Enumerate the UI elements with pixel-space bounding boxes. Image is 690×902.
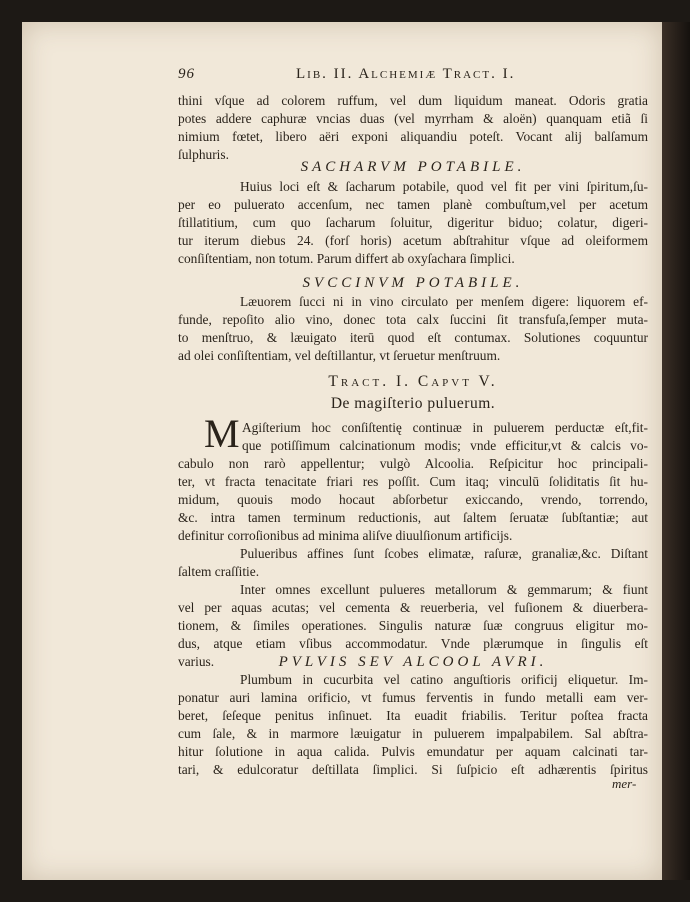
text-line: Inter omnes excellunt pulueres metallorum & gemmarum; & fiunt [240, 582, 648, 597]
text-line: ad olei conſiſtentiam, vel deſtillantur, vt ſeruetur menſtruum. [178, 348, 501, 363]
paragraph-sacharum [178, 178, 648, 268]
text-line: beret, ſeſeque penitus inſinuet. Ita euadit friabilis. Teritur poſtea fracta [178, 708, 648, 723]
paragraph-pulvis-auri [178, 671, 648, 779]
book-spine [662, 22, 690, 880]
chapter-heading: Tract. I. Capvt V. [328, 373, 498, 390]
text-line: Læuorem ſucci ni in vino circulato per menſem digere: liquorem ef- [240, 294, 648, 309]
paragraph-succinum [178, 293, 648, 365]
text-line: cum ſale, & in marmore læuigatur in puluerem impalpabilem. Sal abſtra- [178, 726, 648, 741]
text-line: ſaltem craſſitie. [178, 564, 260, 579]
text-line: tari, & edulcoratur deſtillata ſimplici. Si ſuſpicio eſt adhærentis ſpiritus [178, 762, 648, 777]
text-line: ponatur auri lamina orificio, vt fumus ferventis in fundo metalli eam ver- [178, 690, 648, 705]
section-heading-sacharum: SACHARVM POTABILE. [300, 159, 526, 175]
paragraph-magisterium [178, 419, 648, 671]
text-line: thini vſque ad colorem ruffum, vel dum liquidum maneat. Odoris gratia [178, 93, 648, 108]
paragraph-balsamum [178, 92, 648, 164]
text-line: Pulueribus affines ſunt ſcobes elimatæ, raſuræ, granaliæ,&c. Diſtant [240, 546, 648, 561]
text-line: varius. [178, 654, 215, 669]
text-line: que potiſſimum calcinationum modis; vnde efficitur,vt & calcis vo- [242, 438, 648, 453]
running-title: Lib. II. Alchemiæ Tract. I. [296, 66, 516, 82]
text-line: tionem, & ſimiles operationes. Singulis naturæ ſuæ congruus eligitur mo- [178, 618, 648, 633]
text-line: per eo puluerato accenſum, nec tamen planè combuſtum,vel per acetum [178, 197, 648, 212]
catchword: mer- [612, 776, 637, 791]
chapter-subtitle: De magiſterio puluerum. [330, 395, 496, 412]
text-line: Huius loci eſt & ſacharum potabile, quod vel fit per vini ſpiritum,ſu- [240, 179, 648, 194]
text-line: vel per aquas acutas; vel cementa & reuerberia, vel fuſionem & diuerbera- [178, 600, 648, 615]
text-line: definitur corroſionibus ad minima aliſve diuulſionum artificijs. [178, 528, 513, 543]
page-number: 96 [178, 66, 195, 82]
text-line: funde, repoſito alio vino, donec tota calx ſuccini ſit transfuſa,ſemper muta- [178, 312, 648, 327]
section-heading-pulvis-auri: PVLVIS SEV ALCOOL AVRI. [278, 654, 548, 670]
text-line: to menſtruo, & læuigato iterū quod eſt contumax. Solutiones coquuntur [178, 330, 648, 345]
text-line: cabulo non rarò appellentur; vulgò Alcoolia. Reſpicitur hoc principali- [178, 456, 648, 471]
text-line: conſiſtentiam, non totum. Parum differt ab oxyſachara ſimplici. [178, 251, 515, 266]
text-line: ſtillatitium, cum quo ſacharum ſoluitur, digeritur biduo; colatur, digeri- [178, 215, 648, 230]
text-line: Plumbum in cucurbita vel catino anguſtioris orificij eliquetur. Im- [240, 672, 648, 687]
text-line: hitur ſolutione in aqua calida. Pulvis emundatur per aquam calcinati tar- [178, 744, 648, 759]
section-heading-succinum: SVCCINVM POTABILE. [302, 275, 524, 291]
text-line: dus, atque etiam vſibus accommodatur. Vnde plærumque in ſingulis eſt [178, 636, 648, 651]
text-line: nimium fœtet, libero aëri exponi aliquandiu poteſt. Vocant alij balſamum [178, 129, 648, 144]
text-line: midum, quouis modo hocaut abſorbetur exiccando, vrendo, torrendo, [178, 492, 648, 507]
drop-cap: M [204, 411, 240, 456]
text-line: &c. intra tamen terminum reductionis, aut ſaltem ſeruatæ ſubſtantiæ; aut [178, 510, 648, 525]
text-line: potes addere caphuræ vncias duas (vel myrrham & aloën) quanquam etiã ſi [178, 111, 648, 126]
text-line: ſulphuris. [178, 147, 229, 162]
text-line: ter, vt fracta tenacitate friari res poſſit. Cum itaq; vinculū ſoliditatis ſit hu- [178, 474, 648, 489]
text-line: Agiſterium hoc conſiſtentię continuæ in puluerem perductæ eſt,fit- [242, 420, 648, 435]
text-line: tur iterum diebus 24. (forſ horis) acetum abſtrahitur vſque ad oleiformem [178, 233, 648, 248]
